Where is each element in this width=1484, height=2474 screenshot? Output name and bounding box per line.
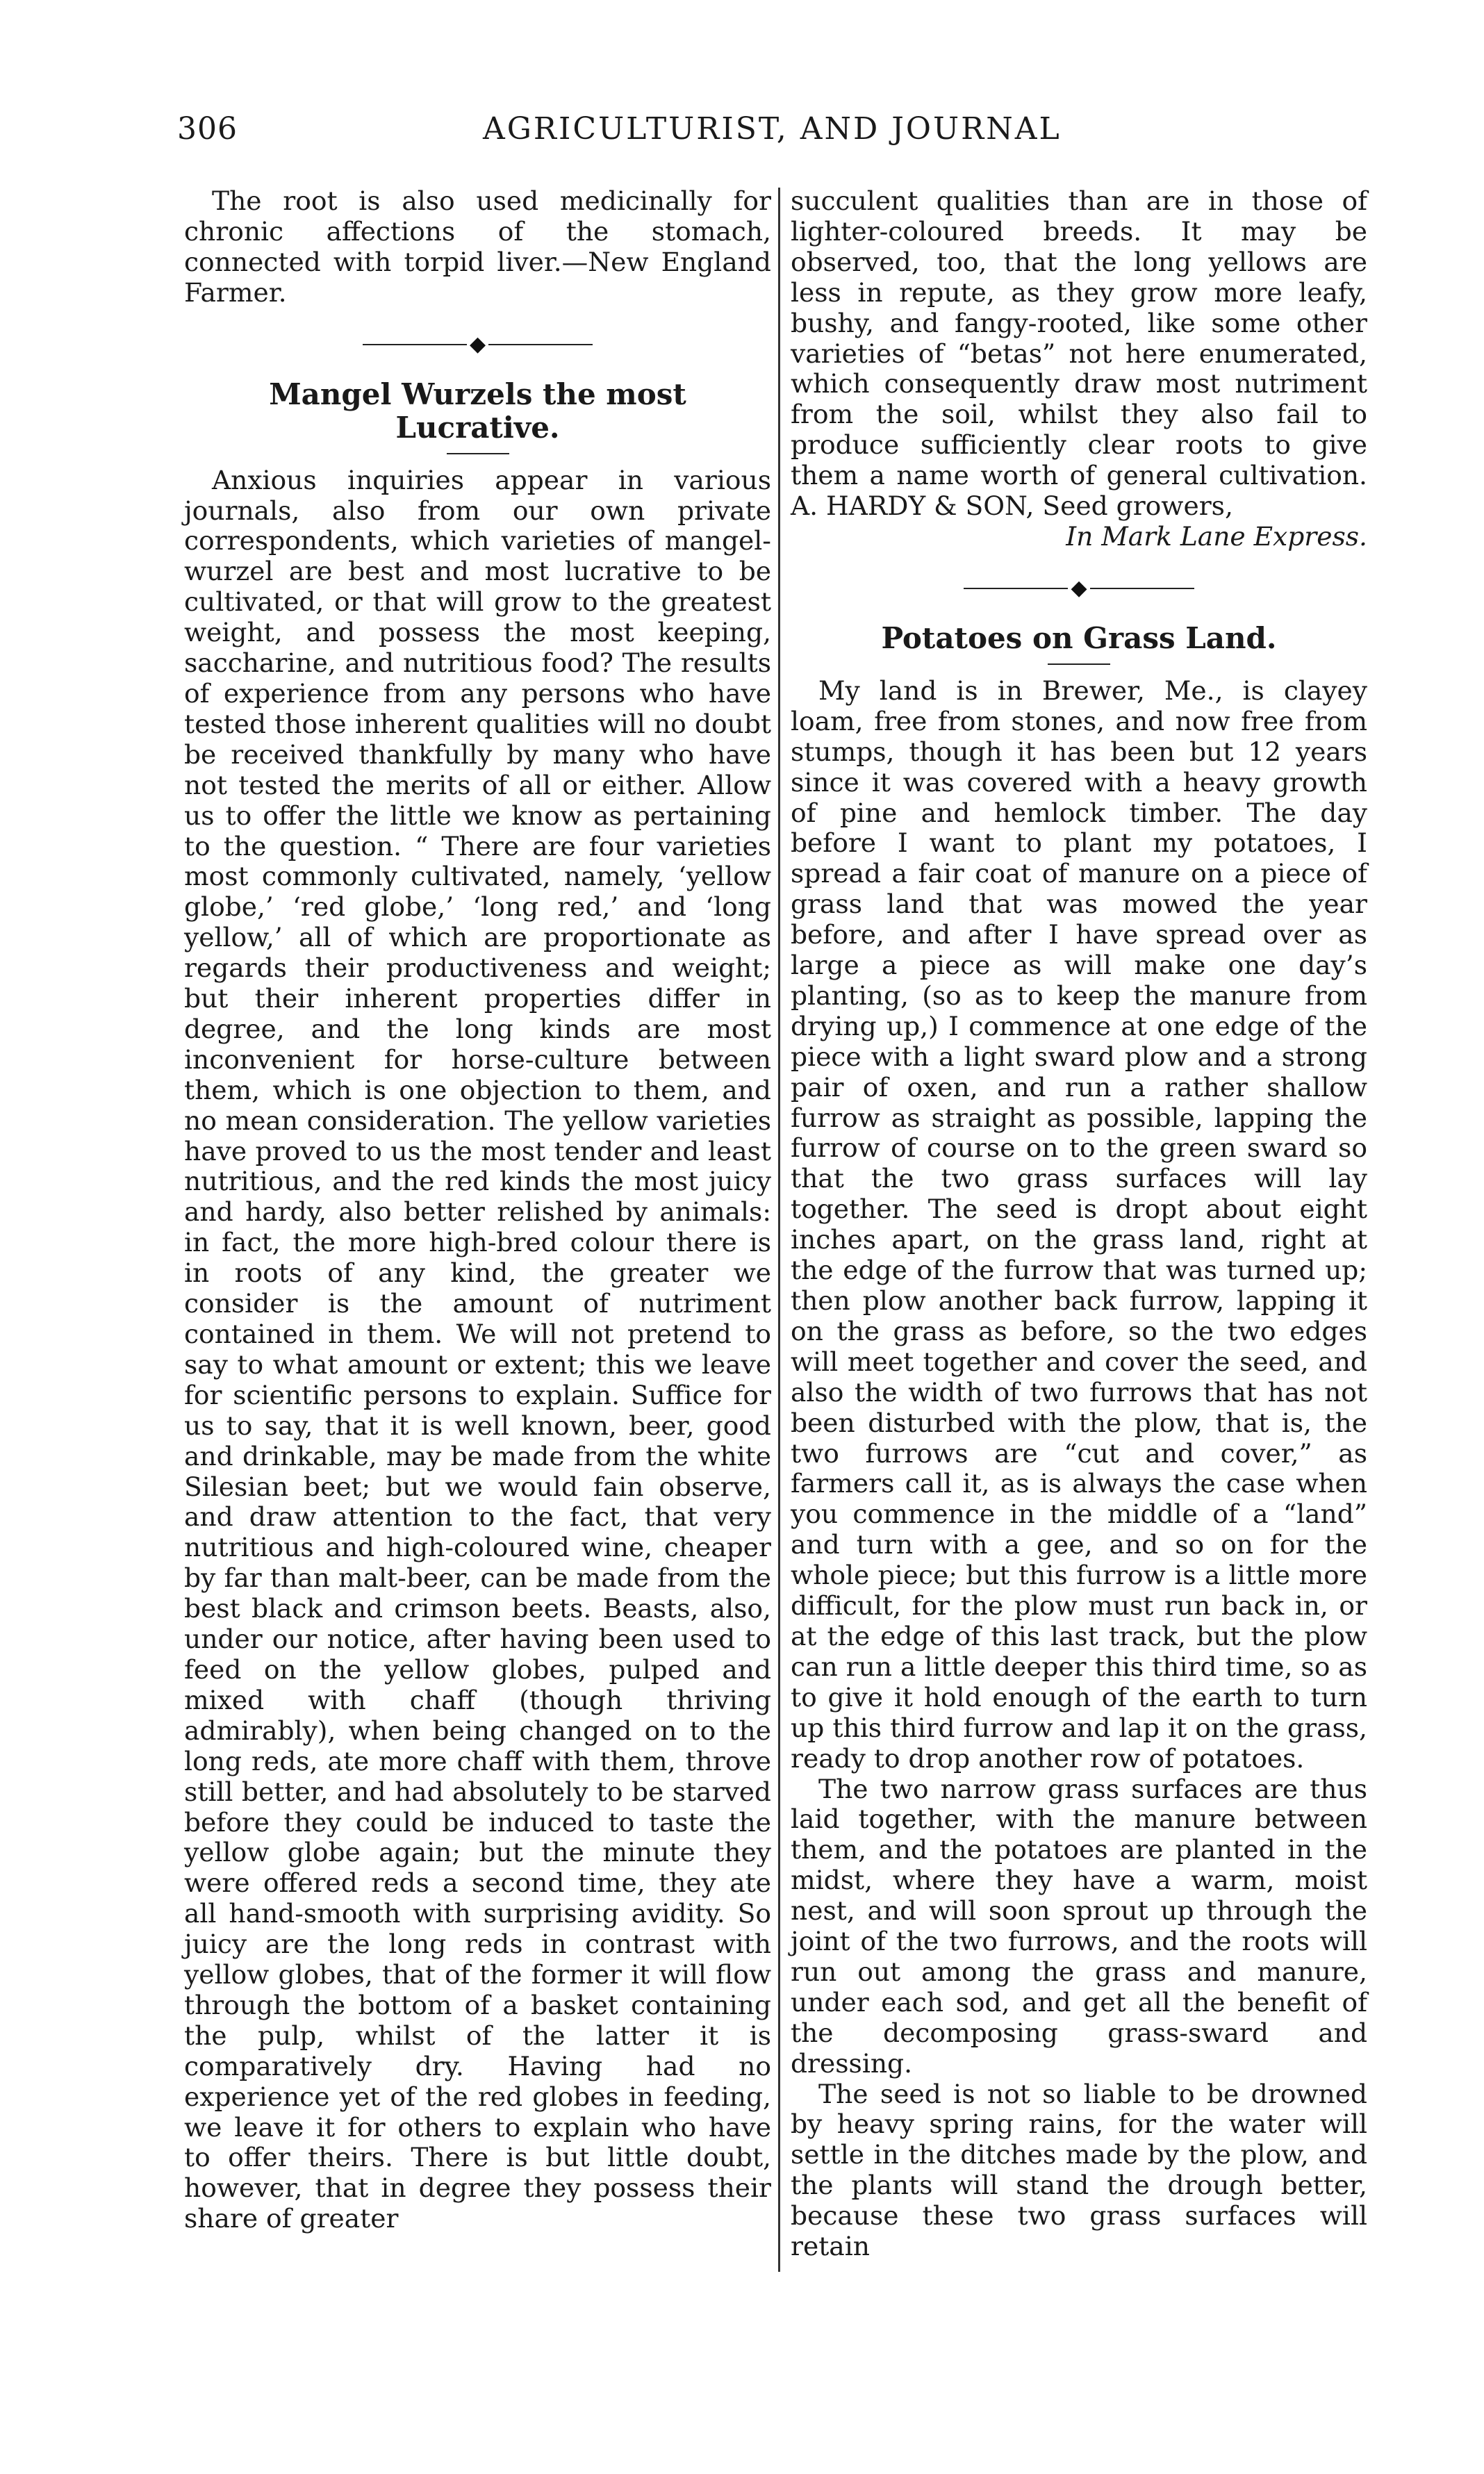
potatoes-paragraph-2: The two narrow grass surfaces are thus laid together, with the manure between them, and the potatoes are planted in the midst, where they have a warm, moist nest, and will soon sprout up through the joint of the two furrows, and the roots will run out among the grass and manure, under each sod, and get all the benefit of the decomposing grass-sward and dressing. [791,1773,1367,2079]
title-rule [447,453,509,454]
section-ornament [791,568,1367,609]
article-title-potatoes: Potatoes on Grass Land. [881,620,1277,655]
running-head: AGRICULTURIST, AND JOURNAL [483,111,1062,147]
intro-paragraph: The root is also used medicinally for chronic affections of the stomach, connected with torpid liver.—New England Farmer. [184,185,771,308]
page-header [177,111,1386,153]
left-column [184,186,771,2234]
article-title-mangel: Mangel Wurzels the most Lucrative. [269,377,686,445]
potatoes-paragraph-3: The seed is not so liable to be drowned by heavy spring rains, for the water will settle in the ditches made by the plow, and the plants will stand the drough better, because these two grass surfaces will retain [791,2078,1367,2262]
title-rule [1048,663,1110,665]
potatoes-paragraph-1: My land is in Brewer, Me., is clayey loam, free from stones, and now free from stumps, though it has been but 12 years since it was covered with a heavy growth of pine and hemlock timber. The day before I want to plant my potatoes, I spread a fair coat of manure on a piece of grass land that was mowed the year before, and after I have spread over as large a piece as will make one day’s planting, (so as to keep the manure from drying up,) I commence at one edge of the piece with a light sward plow and a strong pair of oxen, and run a rather shallow furrow as straight as possible, lapping the furrow of course on to the green sward so that the two grass surfaces will lay together. The seed is dropt about eight inches apart, on the grass land, right at the edge of the furrow that was turned up; then plow another back furrow, lapping it on the grass as before, so the two edges will meet together and cover the seed, and also the width of two furrows that has not been disturbed with the plow, that is, the two furrows are “cut and cover,” as farmers call it, as is always the case when you commence in the middle of a “land” and turn with a gee, and so on for the whole piece; but this furrow is a little more difficult, for the plow must run back in, or at the edge of this last track, but the plow can run a little deeper this third time, so as to give it hold enough of the earth to turn up this third furrow and lap it on the grass, ready to drop another row of potatoes. [791,675,1367,1774]
right-column [791,186,1367,2262]
page-number: 306 [177,111,238,147]
source-line: In Mark Lane Express. [1066,520,1367,552]
continued-paragraph: succulent qualities than are in those of lighter-coloured breeds. It may be observed, too, that the long yellows are less in repute, as they grow more leafy, bushy, and fangy-rooted, like some other varieties of “betas” not here enumerated, which consequently draw most nutriment from the soil, whilst they also fail to produce sufficiently clear roots to give them a name worth of general cultivation. A. HARDY & SON, Seed growers, [791,185,1367,522]
section-ornament [184,324,771,365]
ornament-line [488,344,593,345]
ornament-line [964,588,1068,589]
article-body-mangel: Anxious inquiries appear in various journals, also from our own private correspondents, which varieties of mangel-wurzel are best and most lucrative to be cultivated, or that will grow to the greatest weight, and possess the most keeping, saccharine, and nutritious food? The results of experience from any persons who have tested those inherent qualities will no doubt be received thankfully by many who have not tested the merits of all or either. Allow us to offer the little we know as pertaining to the question. “ There are four varieties most commonly cultivated, namely, ‘yellow globe,’ ‘red globe,’ ‘long red,’ and ‘long yellow,’ all of which are proportionate as regards their productiveness and weight; but their inherent properties differ in degree, and the long kinds are most inconvenient for horse-culture between them, which is one objection to them, and no mean consideration. The yellow varieties have proved to us the most tender and least nutritious, and the red kinds the most juicy and hardy, also better relished by animals: in fact, the more high-bred colour there is in roots of any kind, the greater we consider is the amount of nutriment contained in them. We will not pretend to say to what amount or extent; this we leave for scientific persons to explain. Suffice for us to say, that it is well known, beer, good and drinkable, may be made from the white Silesian beet; but we would fain observe, and draw attention to the fact, that very nutritious and high-coloured wine, cheaper by far than malt-beer, can be made from the best black and crimson beets. Beasts, also, under our notice, after having been used to feed on the yellow globes, pulped and mixed with chaff (though thriving admirably), when being changed on to the long reds, ate more chaff with them, throve still better, and had absolutely to be starved before they could be induced to taste the yellow globe again; but the minute they were offered reds a second time, they ate all hand-smooth with surprising avidity. So juicy are the long reds in contrast with yellow globes, that of the former it will flow through the bottom of a basket containing the pulp, whilst of the latter it is comparatively dry. Having had no experience yet of the red globes in feeding, we leave it for others to explain who have to offer theirs. There is but little doubt, however, that in degree they possess their share of greater [184,464,771,2234]
ornament-diamond-icon: ◆ [469,331,486,356]
ornament-diamond-icon: ◆ [1071,575,1087,600]
ornament-line [363,344,467,345]
ornament-line [1090,588,1194,589]
column-divider [778,188,780,2272]
